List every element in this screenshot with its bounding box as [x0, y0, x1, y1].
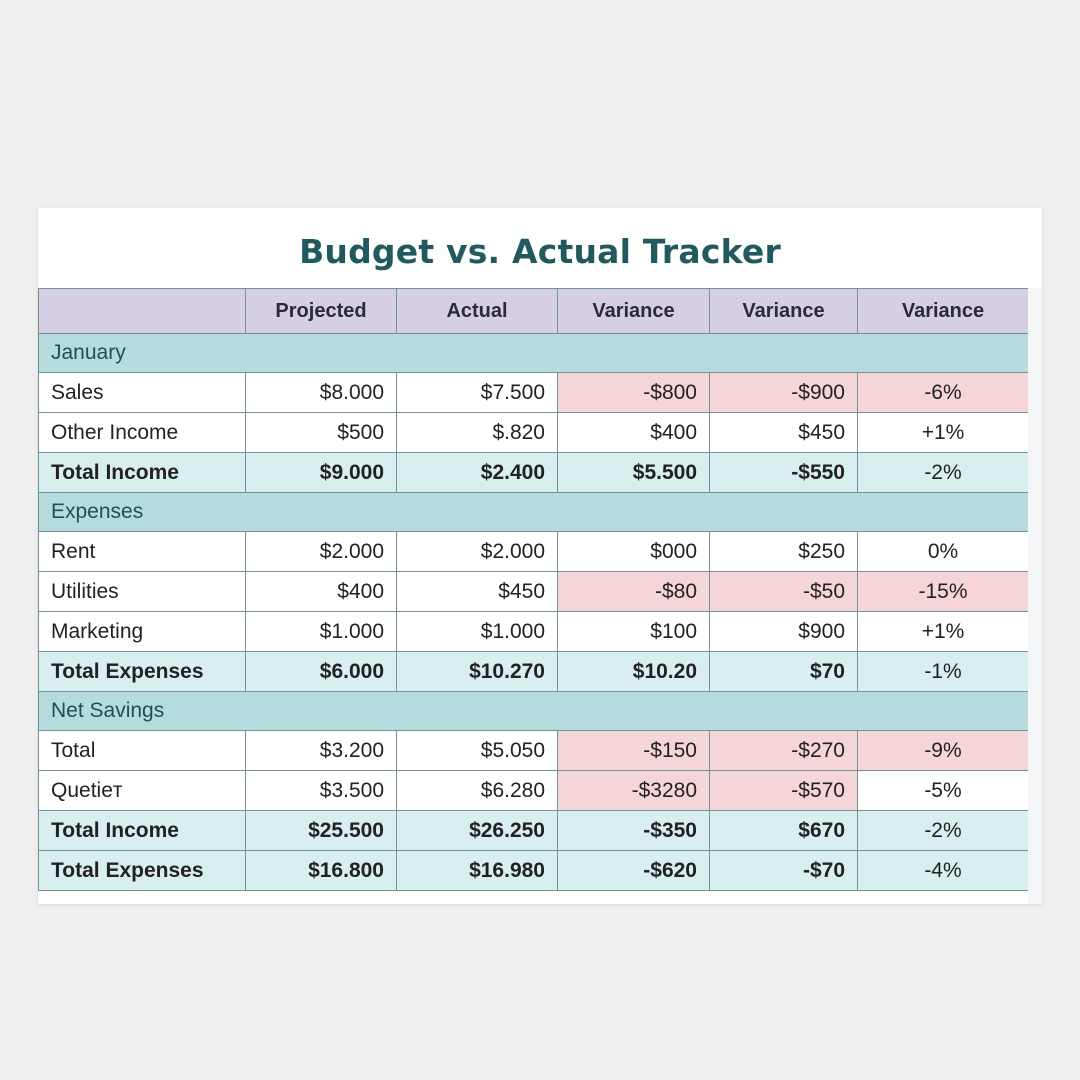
header-cell-category — [39, 289, 246, 334]
header-cell-variance-1: Variance — [558, 289, 710, 334]
variance-3-cell: +1% — [858, 612, 1029, 652]
table-row — [39, 771, 1029, 811]
actual-cell: $2.000 — [397, 532, 558, 572]
projected-cell: $6.000 — [246, 652, 397, 692]
variance-3-cell: -4% — [858, 851, 1029, 891]
row-label: Sales — [39, 373, 246, 413]
total-row — [39, 453, 1029, 493]
projected-cell: $8.000 — [246, 373, 397, 413]
variance-2-cell: $450 — [710, 413, 858, 453]
section-label: Expenses — [39, 493, 1029, 532]
variance-3-cell: -2% — [858, 453, 1029, 493]
row-label: Marketing — [39, 612, 246, 652]
total-row — [39, 811, 1029, 851]
total-row — [39, 652, 1029, 692]
variance-3-cell: -6% — [858, 373, 1029, 413]
variance-2-cell: $670 — [710, 811, 858, 851]
actual-cell: $16.980 — [397, 851, 558, 891]
actual-cell: $450 — [397, 572, 558, 612]
variance-3-cell: 0% — [858, 532, 1029, 572]
row-label: Other Income — [39, 413, 246, 453]
table-row — [39, 731, 1029, 771]
variance-1-cell: -$3280 — [558, 771, 710, 811]
variance-1-cell: $400 — [558, 413, 710, 453]
variance-1-cell: $5.500 — [558, 453, 710, 493]
variance-1-cell: -$350 — [558, 811, 710, 851]
projected-cell: $2.000 — [246, 532, 397, 572]
variance-3-cell: +1% — [858, 413, 1029, 453]
header-cell-variance-2: Variance — [710, 289, 858, 334]
variance-1-cell: -$800 — [558, 373, 710, 413]
header-cell-variance-3: Variance — [858, 289, 1029, 334]
section-label: Net Savings — [39, 692, 1029, 731]
actual-cell: $1.000 — [397, 612, 558, 652]
sheet-edge-shadow — [1028, 288, 1042, 904]
actual-cell: $.820 — [397, 413, 558, 453]
projected-cell: $3.500 — [246, 771, 397, 811]
variance-2-cell: $70 — [710, 652, 858, 692]
actual-cell: $26.250 — [397, 811, 558, 851]
row-label: Utilities — [39, 572, 246, 612]
table-row — [39, 413, 1029, 453]
variance-2-cell: $250 — [710, 532, 858, 572]
row-label: Total Income — [39, 453, 246, 493]
budget-table — [38, 288, 1029, 891]
variance-2-cell: -$900 — [710, 373, 858, 413]
row-label: Total Expenses — [39, 652, 246, 692]
variance-2-cell: -$70 — [710, 851, 858, 891]
actual-cell: $6.280 — [397, 771, 558, 811]
row-label: Rent — [39, 532, 246, 572]
table-row — [39, 612, 1029, 652]
row-label: Total Expenses — [39, 851, 246, 891]
variance-1-cell: $10.20 — [558, 652, 710, 692]
actual-cell: $10.270 — [397, 652, 558, 692]
variance-2-cell: -$270 — [710, 731, 858, 771]
actual-cell: $7.500 — [397, 373, 558, 413]
projected-cell: $3.200 — [246, 731, 397, 771]
projected-cell: $1.000 — [246, 612, 397, 652]
total-row — [39, 851, 1029, 891]
header-cell-projected: Projected — [246, 289, 397, 334]
header-cell-actual: Actual — [397, 289, 558, 334]
variance-1-cell: $000 — [558, 532, 710, 572]
header-row — [39, 289, 1029, 334]
variance-2-cell: -$570 — [710, 771, 858, 811]
variance-1-cell: $100 — [558, 612, 710, 652]
variance-3-cell: -5% — [858, 771, 1029, 811]
variance-1-cell: -$150 — [558, 731, 710, 771]
actual-cell: $2.400 — [397, 453, 558, 493]
section-label: January — [39, 334, 1029, 373]
variance-3-cell: -2% — [858, 811, 1029, 851]
variance-2-cell: -$50 — [710, 572, 858, 612]
variance-3-cell: -15% — [858, 572, 1029, 612]
sheet-title: Budget vs. Actual Tracker — [299, 232, 781, 271]
row-label: Total — [39, 731, 246, 771]
variance-3-cell: -1% — [858, 652, 1029, 692]
table-row — [39, 373, 1029, 413]
variance-1-cell: -$80 — [558, 572, 710, 612]
variance-1-cell: -$620 — [558, 851, 710, 891]
section-row — [39, 334, 1029, 373]
projected-cell: $16.800 — [246, 851, 397, 891]
variance-2-cell: $900 — [710, 612, 858, 652]
variance-2-cell: -$550 — [710, 453, 858, 493]
projected-cell: $500 — [246, 413, 397, 453]
section-row — [39, 493, 1029, 532]
row-label: Total Income — [39, 811, 246, 851]
table-body — [39, 334, 1029, 891]
table-row — [39, 572, 1029, 612]
projected-cell: $25.500 — [246, 811, 397, 851]
actual-cell: $5.050 — [397, 731, 558, 771]
projected-cell: $400 — [246, 572, 397, 612]
budget-sheet — [38, 208, 1042, 904]
projected-cell: $9.000 — [246, 453, 397, 493]
section-row — [39, 692, 1029, 731]
row-label: Quetieт — [39, 771, 246, 811]
table-row — [39, 532, 1029, 572]
variance-3-cell: -9% — [858, 731, 1029, 771]
